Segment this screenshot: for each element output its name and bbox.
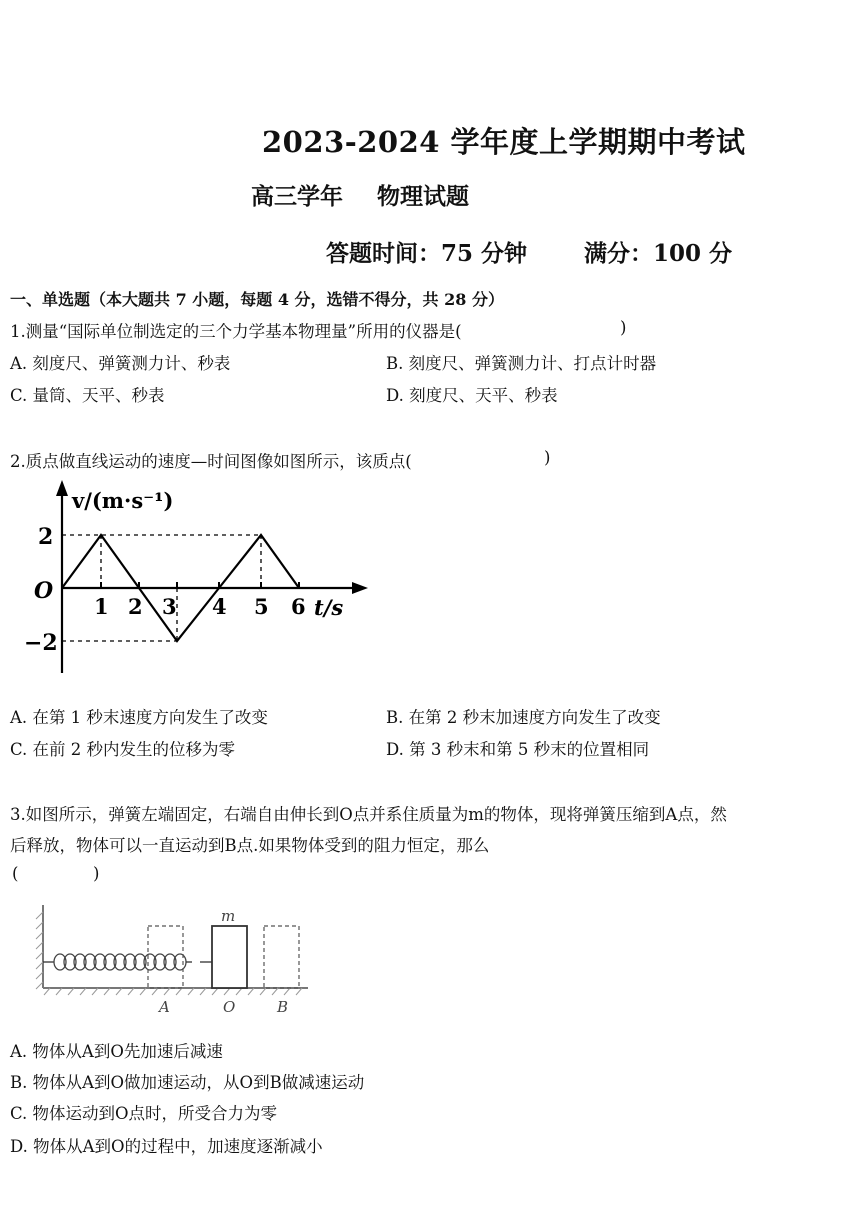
label-a: A [159,998,170,1016]
grade-label: 高三学年 [251,183,343,210]
q3-option-a: A. 物体从A到O先加速后减速 [10,1042,223,1061]
time-label: 答题时间：75 分钟 [326,240,528,267]
vt-graph [0,478,390,678]
spring-figure [30,900,320,1020]
q2-option-c: C. 在前 2 秒内发生的位移为零 [10,740,236,759]
x-tick-4: 4 [212,594,227,619]
origin-label: O [34,578,54,604]
label-b: B [277,998,289,1016]
x-tick-2: 2 [128,594,143,619]
score-label: 满分：100 分 [584,240,733,267]
q2-option-a: A. 在第 1 秒末速度方向发生了改变 [10,708,268,727]
block-at-b [264,926,299,988]
q1-option-c: C. 量筒、天平、秒表 [10,386,165,405]
q3-stem-line2: 后释放，物体可以一直运动到B点.如果物体受到的阻力恒定，那么 [10,836,490,855]
q3-option-c: C. 物体运动到O点时，所受合力为零 [10,1104,278,1123]
y-tick-minus2: −2 [24,630,58,656]
q1-stem: 1.测量“国际单位制选定的三个力学基本物理量”所用的仪器是( [10,322,462,341]
q1-blank-end: ) [620,318,627,337]
q1-option-a: A. 刻度尺、弹簧测力计、秒表 [10,354,231,373]
block-at-o [212,926,247,988]
y-axis-label: v/(m·s⁻¹) [72,488,174,513]
y-axis-arrow [56,480,68,496]
label-o: O [223,998,236,1016]
x-axis-arrow [352,582,368,594]
q3-stem-line3: ( [12,864,19,883]
subject-label: 物理试题 [377,183,469,210]
x-axis-label: t/s [314,595,344,620]
q2-option-d: D. 第 3 秒末和第 5 秒末的位置相同 [386,740,650,759]
q3-stem-line1: 3.如图所示，弹簧左端固定，右端自由伸长到O点并系住质量为m的物体，现将弹簧压缩到A点，然 [10,805,727,824]
mass-label: m [221,907,236,925]
spring-coils [54,954,186,970]
x-tick-6: 6 [291,594,306,619]
x-tick-5: 5 [254,594,269,619]
x-tick-3: 3 [162,594,177,619]
q1-option-b: B. 刻度尺、弹簧测力计、打点计时器 [386,354,657,373]
q3-blank-end: ) [93,864,100,883]
q3-option-b: B. 物体从A到O做加速运动，从O到B做减速运动 [10,1073,365,1092]
x-tick-1: 1 [94,594,109,619]
q2-stem: 2.质点做直线运动的速度—时间图像如图所示，该质点( [10,452,412,471]
y-tick-2: 2 [38,524,54,550]
q3-option-d: D. 物体从A到O的过程中，加速度逐渐减小 [10,1137,323,1156]
q2-option-b: B. 在第 2 秒末加速度方向发生了改变 [386,708,661,727]
q1-option-d: D. 刻度尺、天平、秒表 [386,386,558,405]
q2-blank-end: ) [544,448,551,467]
exam-title: 2023-2024 学年度上学期期中考试 [262,125,746,159]
section-heading: 一、单选题（本大题共 7 小题，每题 4 分，选错不得分，共 28 分） [10,290,504,309]
